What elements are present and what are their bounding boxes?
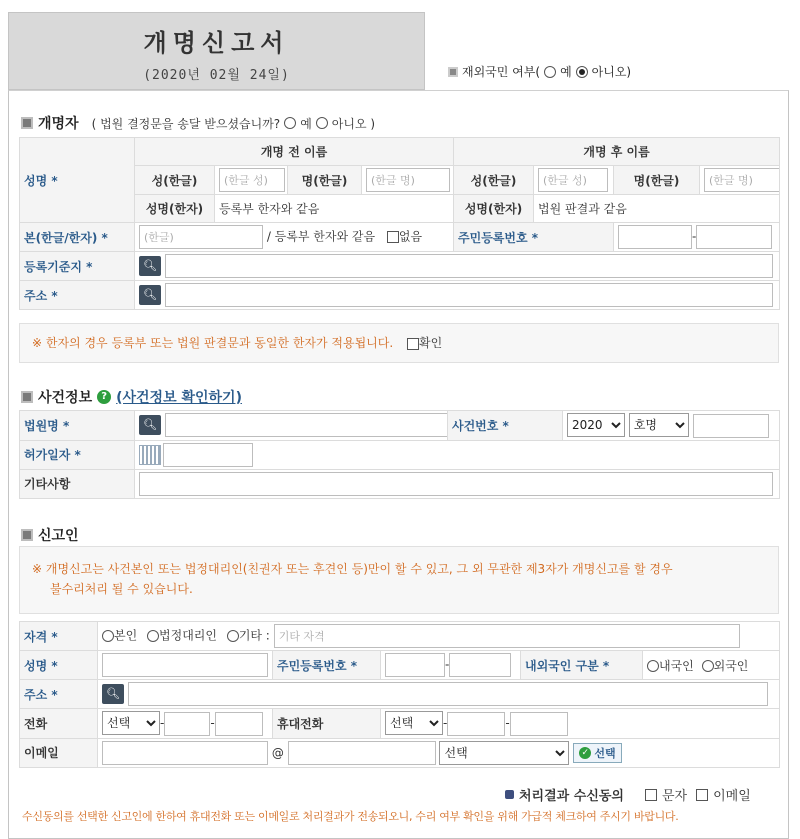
phone-area-select[interactable] bbox=[102, 711, 160, 735]
decision-no-label: 아니오 ) bbox=[331, 116, 376, 131]
qual-other-input[interactable] bbox=[274, 624, 740, 648]
court-cell bbox=[135, 411, 448, 441]
permit-date-input[interactable] bbox=[163, 443, 253, 467]
title-box bbox=[8, 12, 425, 90]
rrn-label: 주민등록번호 * bbox=[454, 223, 614, 252]
consent-email-label: 이메일 bbox=[713, 789, 751, 804]
domestic-radio[interactable] bbox=[647, 660, 659, 672]
name-label: 성명 * bbox=[20, 138, 135, 223]
after-surname-label: 성(한글) bbox=[454, 166, 534, 195]
email-id-input[interactable] bbox=[102, 741, 268, 765]
section-reporter-title: 신고인 bbox=[38, 528, 79, 544]
renamer-table bbox=[19, 137, 780, 310]
email-at-sign: @ bbox=[271, 745, 284, 760]
case-number-label: 사건번호 * bbox=[448, 411, 563, 441]
page-title: 개명신고서 bbox=[143, 28, 290, 57]
confirm-label: 확인 bbox=[419, 336, 443, 350]
decision-question bbox=[92, 115, 375, 132]
before-name-header: 개명 전 이름 bbox=[135, 138, 454, 166]
reg-base-search-icon[interactable]: 🔍︎ bbox=[139, 256, 161, 276]
case-type-select[interactable] bbox=[629, 413, 689, 437]
mobile-dash-2: - bbox=[505, 716, 510, 730]
address-input[interactable] bbox=[165, 283, 773, 307]
reporter-rrn-dash: - bbox=[445, 657, 450, 672]
overseas-no-label: 아니오) bbox=[591, 65, 632, 79]
reporter-address-input[interactable] bbox=[128, 682, 768, 706]
before-hanja-value: 등록부 한자와 같음 bbox=[215, 195, 454, 223]
reporter-rrn-cell bbox=[381, 651, 521, 680]
foreign-radio[interactable] bbox=[702, 660, 714, 672]
qual-legal-radio[interactable] bbox=[147, 630, 159, 642]
consent-footer-notice: 수신동의를 선택한 신고인에 한하여 휴대전화 또는 이메일로 처리결과가 전송되오니, 수리 여부 확인을 위해 가급적 체크하여 주시기 바랍니다. bbox=[22, 810, 679, 823]
reporter-address-cell bbox=[98, 680, 780, 709]
before-surname-label: 성(한글) bbox=[135, 166, 215, 195]
confirm-checkbox[interactable] bbox=[407, 338, 419, 350]
qual-other-radio[interactable] bbox=[227, 630, 239, 642]
overseas-no-radio[interactable] bbox=[576, 66, 588, 78]
phone-label: 전화 bbox=[20, 709, 98, 739]
reporter-rrn-label: 주민등록번호 * bbox=[273, 651, 381, 680]
overseas-yes-radio[interactable] bbox=[544, 66, 556, 78]
reporter-address-label: 주소 * bbox=[20, 680, 98, 709]
overseas-citizen-option bbox=[448, 63, 631, 80]
before-hanja-label: 성명(한자) bbox=[135, 195, 215, 223]
consent-bullet-icon bbox=[505, 790, 514, 799]
nationality-label: 내외국인 구분 * bbox=[521, 651, 643, 680]
section-renamer-header bbox=[21, 113, 375, 133]
after-hanja-value: 법원 판결과 같음 bbox=[534, 195, 780, 223]
after-name-header: 개명 후 이름 bbox=[454, 138, 780, 166]
overseas-label: 재외국민 여부( bbox=[462, 65, 541, 79]
qualification-label: 자격 * bbox=[20, 622, 98, 651]
after-given-label: 명(한글) bbox=[614, 166, 700, 195]
case-table bbox=[19, 410, 780, 499]
consent-sms-checkbox[interactable] bbox=[645, 789, 657, 801]
case-info-link[interactable]: (사건정보 확인하기) bbox=[116, 390, 242, 406]
email-select-button[interactable] bbox=[573, 743, 621, 763]
case-year-select[interactable] bbox=[567, 413, 625, 437]
rrn-cell bbox=[614, 223, 780, 252]
section-bullet-icon bbox=[21, 529, 33, 541]
overseas-yes-label: 예 bbox=[560, 65, 572, 79]
mobile-prefix-select[interactable] bbox=[385, 711, 443, 735]
address-search-icon[interactable]: 🔍︎ bbox=[139, 285, 161, 305]
decision-no-radio[interactable] bbox=[316, 117, 328, 129]
check-icon: ✓ bbox=[579, 747, 591, 759]
email-domain-select[interactable] bbox=[439, 741, 569, 765]
email-domain-input[interactable] bbox=[288, 741, 436, 765]
case-number-cell bbox=[563, 411, 780, 441]
etc-input[interactable] bbox=[139, 472, 773, 496]
reg-base-cell bbox=[135, 252, 780, 281]
decision-yes-label: 예 bbox=[300, 116, 312, 131]
consent-label: 처리결과 수신동의 bbox=[519, 789, 624, 804]
mobile-label: 휴대전화 bbox=[273, 709, 381, 739]
phone-cell bbox=[98, 709, 273, 739]
rrn-dash: - bbox=[692, 229, 697, 244]
court-search-icon[interactable]: 🔍︎ bbox=[139, 415, 161, 435]
qual-legal-label: 법정대리인 bbox=[159, 628, 217, 643]
permit-date-label: 허가일자 * bbox=[20, 440, 135, 469]
qual-self-radio[interactable] bbox=[102, 630, 114, 642]
bon-label: 본(한글/한자) * bbox=[20, 223, 135, 252]
before-given-cell bbox=[362, 166, 454, 195]
permit-date-cell bbox=[135, 440, 780, 469]
after-surname-input[interactable] bbox=[538, 168, 608, 192]
phone-last-input[interactable] bbox=[215, 712, 263, 736]
nationality-cell bbox=[643, 651, 780, 680]
bon-none-checkbox[interactable] bbox=[387, 231, 399, 243]
etc-label: 기타사항 bbox=[20, 469, 135, 498]
mobile-mid-input[interactable] bbox=[447, 712, 505, 736]
etc-cell bbox=[135, 469, 780, 498]
reg-base-input[interactable] bbox=[165, 254, 773, 278]
bon-none-label: 없음 bbox=[398, 229, 423, 244]
hanja-notice-text: ※ 한자의 경우 등록부 또는 법원 판결문과 동일한 한자가 적용됩니다. bbox=[32, 336, 394, 350]
case-number-input[interactable] bbox=[693, 414, 769, 438]
calendar-icon[interactable] bbox=[139, 445, 161, 465]
help-icon[interactable]: ? bbox=[97, 390, 111, 404]
qualification-cell bbox=[98, 622, 780, 651]
after-given-cell bbox=[700, 166, 780, 195]
qual-other-label: 기타 : bbox=[238, 628, 270, 643]
phone-dash-1: - bbox=[160, 716, 165, 730]
email-label: 이메일 bbox=[20, 738, 98, 768]
reporter-rrn-first-input[interactable] bbox=[385, 653, 445, 677]
before-surname-input[interactable] bbox=[219, 168, 285, 192]
section-case-header bbox=[21, 387, 242, 407]
reporter-notice-line2: 불수리처리 될 수 있습니다. bbox=[50, 582, 193, 596]
reporter-notice bbox=[19, 546, 779, 614]
after-hanja-label: 성명(한자) bbox=[454, 195, 534, 223]
decision-question-text: ( 법원 결정문을 송달 받으셨습니까? bbox=[91, 116, 281, 131]
court-label: 법원명 * bbox=[20, 411, 135, 441]
reporter-table bbox=[19, 621, 780, 768]
reporter-address-search-icon[interactable]: 🔍︎ bbox=[102, 684, 124, 704]
phone-mid-input[interactable] bbox=[164, 712, 210, 736]
consent-email-checkbox[interactable] bbox=[696, 789, 708, 801]
section-case-title: 사건정보 bbox=[38, 390, 93, 406]
mobile-cell bbox=[381, 709, 780, 739]
address-label: 주소 * bbox=[20, 281, 135, 310]
reg-base-label: 등록기준지 * bbox=[20, 252, 135, 281]
after-given-input[interactable] bbox=[704, 168, 780, 192]
after-surname-cell bbox=[534, 166, 614, 195]
email-cell bbox=[98, 738, 780, 768]
reporter-name-label: 성명 * bbox=[20, 651, 98, 680]
consent-row bbox=[505, 785, 751, 804]
report-date: (2020년 02월 24일) bbox=[143, 68, 290, 83]
before-given-input[interactable] bbox=[366, 168, 450, 192]
section-reporter-header bbox=[21, 525, 79, 545]
email-select-button-label: 선택 bbox=[594, 747, 616, 760]
qual-self-label: 본인 bbox=[114, 628, 138, 643]
reporter-name-cell bbox=[98, 651, 273, 680]
section-bullet-icon bbox=[21, 117, 33, 129]
consent-sms-label: 문자 bbox=[662, 789, 688, 804]
mobile-last-input[interactable] bbox=[510, 712, 568, 736]
reporter-name-input[interactable] bbox=[102, 653, 268, 677]
mobile-dash-1: - bbox=[443, 716, 448, 730]
section-bullet-icon bbox=[21, 391, 33, 403]
reporter-rrn-second-input[interactable] bbox=[449, 653, 511, 677]
reporter-notice-line1: ※ 개명신고는 사건본인 또는 법정대리인(친권자 또는 후견인 등)만이 할 수 있고, 그 외 무관한 제3자가 개명신고를 할 경우 bbox=[32, 562, 673, 576]
bullet-icon bbox=[448, 67, 458, 77]
before-given-label: 명(한글) bbox=[288, 166, 362, 195]
court-input[interactable] bbox=[165, 413, 448, 437]
hanja-notice bbox=[19, 323, 779, 363]
before-surname-cell bbox=[215, 166, 288, 195]
rrn-first-input[interactable] bbox=[618, 225, 692, 249]
section-renamer-title: 개명자 bbox=[38, 116, 79, 132]
domestic-label: 내국인 bbox=[659, 658, 694, 673]
bon-hanja-text: / 등록부 한자와 같음 bbox=[266, 229, 376, 244]
phone-dash-2: - bbox=[210, 716, 215, 730]
decision-yes-radio[interactable] bbox=[284, 117, 296, 129]
bon-input[interactable] bbox=[139, 225, 263, 249]
bon-cell bbox=[135, 223, 454, 252]
address-cell bbox=[135, 281, 780, 310]
rrn-second-input[interactable] bbox=[696, 225, 772, 249]
foreign-label: 외국인 bbox=[713, 658, 749, 673]
